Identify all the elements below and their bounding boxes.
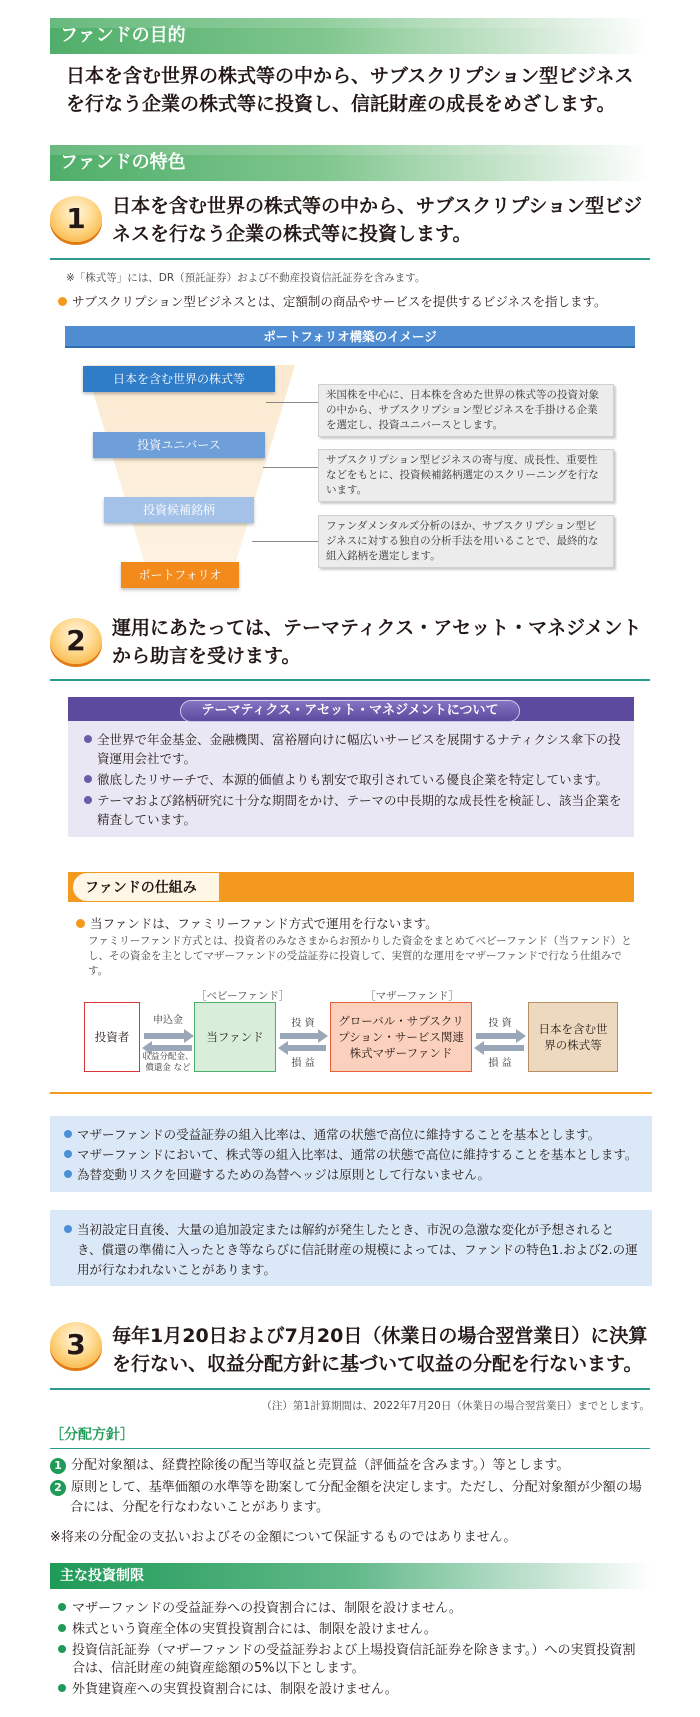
features-heading-text: ファンドの特色 xyxy=(60,152,186,173)
bullet-icon xyxy=(76,919,85,928)
stage-candidates: 投資候補銘柄 xyxy=(104,497,254,523)
list-item-text: 当初設定日直後、大量の追加設定または解約が発生したとき、市況の急激な変化が予想されるとき、償還の準備に入ったとき等ならびに信託財産の規模によっては、ファンドの特色1.および2.の運用が行なわれないことがあります。 xyxy=(77,1222,638,1277)
mechanism-bullet-text: 当ファンドは、ファミリーファンド方式で運用を行ないます。 xyxy=(90,916,438,931)
purpose-heading xyxy=(50,18,650,54)
profit-label: 損 益 xyxy=(291,1058,315,1069)
tam-bullet-list xyxy=(84,730,624,831)
list-item-text: 外貨建資産への実質投資割合には、制限を設けません。 xyxy=(72,1682,398,1697)
bullet-icon xyxy=(84,735,92,743)
list-item-text: テーマおよび銘柄研究に十分な期間をかけ、テーマの中長期的な成長性を検証し、該当企業を精査しています。 xyxy=(97,793,622,827)
list-item xyxy=(64,1220,638,1280)
feature-1-title: 日本を含む世界の株式等の中から、サブスクリプション型ビジネスを行なう企業の株式等に投資します。 xyxy=(112,195,643,245)
stage-universe: 投資ユニバース xyxy=(93,432,265,458)
list-item xyxy=(84,730,624,768)
number-badge: 1 xyxy=(50,1458,66,1474)
blue-info-box-2 xyxy=(50,1210,652,1286)
list-item-text: 投資信託証券（マザーファンドの受益証券および上場投資信託証券を除きます。）への実質投資割合は、信託財産の純資産総額の5%以下とします。 xyxy=(72,1643,636,1676)
feature-1-bullet xyxy=(58,292,658,312)
divider xyxy=(50,258,650,260)
bullet-icon xyxy=(64,1150,72,1158)
restrictions-list xyxy=(58,1600,658,1702)
feature-3-note: （注）第1計算期間は、2022年7月20日（休業日の場合翌営業日）までとします。 xyxy=(261,1400,650,1412)
feature-3-title: 毎年1月20日および7月20日（休業日の場合翌営業日）に決算を行ない、収益分配方針に基づいて収益の分配を行ないます。 xyxy=(112,1325,648,1375)
list-item xyxy=(58,1642,648,1678)
divider xyxy=(50,1092,652,1094)
profit-label: 損 益 xyxy=(488,1058,512,1069)
blue-info-box-1 xyxy=(50,1116,652,1192)
connector-line xyxy=(252,541,318,542)
feature-1-bullet-text: サブスクリプション型ビジネスとは、定額制の商品やサービスを提供するビジネスを指します。 xyxy=(72,294,607,309)
restrictions-heading: 主な投資制限 xyxy=(50,1563,652,1589)
distribution-label: 収益分配金、償還金 など xyxy=(142,1052,194,1073)
funnel-shape xyxy=(85,365,295,575)
feature-1-note: ※「株式等」には、DR（預託証券）および不動産投資信託証券を含みます。 xyxy=(66,272,426,284)
feature-1-number-badge: 1 xyxy=(50,196,102,242)
list-item-text: 分配対象額は、経費控除後の配当等収益と売買益（評価益を含みます。）等とします。 xyxy=(71,1458,570,1473)
divider xyxy=(50,1388,650,1390)
bullet-icon xyxy=(58,1603,66,1611)
apply-label: 申込金 xyxy=(153,1015,183,1026)
bullet-icon xyxy=(64,1225,72,1233)
description-screening: サブスクリプション型ビジネスの寄与度、成長性、重要性などをもとに、投資候補銘柄選定のスクリーニングを行ないます。 xyxy=(318,449,614,502)
bullet-icon xyxy=(64,1170,72,1178)
tam-box-title: テーマティクス・アセット・マネジメントについて xyxy=(180,700,520,722)
number-badge: 2 xyxy=(50,1480,66,1496)
list-item xyxy=(84,770,624,789)
bullet-icon xyxy=(84,775,92,783)
list-item-text: 為替変動リスクを回避するための為替ヘッジは原則として行ないません。 xyxy=(77,1167,491,1182)
portfolio-title-bar: ポートフォリオ構築のイメージ xyxy=(65,326,635,348)
feature-2-number-badge: 2 xyxy=(50,618,102,664)
list-item-text: マザーファンドの受益証券への投資割合には、制限を設けません。 xyxy=(72,1601,462,1616)
list-item-text: 株式という資産全体の実質投資割合には、制限を設けません。 xyxy=(72,1622,437,1637)
list-item-text: 原則として、基準価額の水準等を勘案して分配金額を決定します。ただし、分配対象額が少額の場合には、分配を行なわないことがあります。 xyxy=(70,1480,642,1515)
list-item-text: 全世界で年金基金、金融機関、富裕層向けに幅広いサービスを展開するナティクシス傘下の投資運用会社です。 xyxy=(97,732,621,766)
mechanism-tab: ファンドの仕組み xyxy=(72,872,220,902)
stage-global-stocks: 日本を含む世界の株式等 xyxy=(83,366,275,392)
feature-3-number-badge: 3 xyxy=(50,1322,102,1368)
bullet-icon xyxy=(84,796,92,804)
mechanism-bullet xyxy=(76,914,656,934)
feature-2-title: 運用にあたっては、テーマティクス・アセット・マネジメントから助言を受けます。 xyxy=(112,617,642,667)
description-universe: 米国株を中心に、日本株を含めた世界の株式等の投資対象の中から、サブスクリプション型ビジネスを手掛ける企業を選定し、投資ユニバースとします。 xyxy=(318,384,614,437)
target-assets-box: 日本を含む世界の株式等 xyxy=(528,1002,618,1072)
description-selection: ファンダメンタルズ分析のほか、サブスクリプション型ビジネスに対する独自の分析手法を用いることで、最終的な組入銘柄を選定します。 xyxy=(318,515,614,568)
list-item xyxy=(58,1600,658,1618)
bullet-icon xyxy=(58,1645,66,1653)
stage-portfolio: ポートフォリオ xyxy=(121,562,239,588)
mechanism-explanation: ファミリーファンド方式とは、投資者のみなさまからお預かりした資金をまとめてベビーファンド（当ファンド）とし、その資金を主としてマザーファンドの受益証券に投資して、実質的な運用をマザーファンドで行なう仕組みです。 xyxy=(88,935,632,977)
list-item-text: マザーファンドの受益証券の組入比率は、通常の状態で高位に維持することを基本とします。 xyxy=(77,1127,601,1142)
bullet-icon xyxy=(64,1130,72,1138)
policy-list xyxy=(50,1456,650,1520)
list-item xyxy=(64,1165,638,1185)
list-item-text: 徹底したリサーチで、本源的価値よりも割安で取引されている優良企業を特定しています。 xyxy=(97,772,609,787)
our-fund-box: 当ファンド xyxy=(194,1002,276,1072)
policy-note: ※将来の分配金の支払いおよびその金額について保証するものではありません。 xyxy=(50,1530,517,1545)
purpose-text: 日本を含む世界の株式等の中から、サブスクリプション型ビジネスを行なう企業の株式等に投資し、信託財産の成長をめざします。 xyxy=(66,65,634,115)
list-item xyxy=(50,1456,650,1476)
purpose-heading-text: ファンドの目的 xyxy=(60,25,186,46)
investor-box: 投資者 xyxy=(84,1002,140,1072)
invest-label: 投 資 xyxy=(291,1018,315,1029)
invest-label: 投 資 xyxy=(488,1018,512,1029)
divider xyxy=(50,679,650,681)
list-item xyxy=(64,1125,638,1145)
bullet-icon xyxy=(58,297,67,306)
bullet-icon xyxy=(58,1624,66,1632)
list-item xyxy=(58,1681,658,1699)
list-item xyxy=(50,1478,650,1518)
bullet-icon xyxy=(58,1684,66,1692)
baby-fund-label: ［ベビーファンド］ xyxy=(196,990,290,1002)
list-item xyxy=(64,1145,638,1165)
mother-fund-label: ［マザーファンド］ xyxy=(365,990,459,1002)
features-heading xyxy=(50,145,650,181)
list-item xyxy=(84,791,624,829)
connector-line xyxy=(263,467,318,468)
connector-line xyxy=(266,402,318,403)
list-item-text: マザーファンドにおいて、株式等の組入比率は、通常の状態で高位に維持することを基本とします。 xyxy=(77,1147,638,1162)
policy-heading: ［分配方針］ xyxy=(50,1427,134,1443)
divider xyxy=(50,1448,650,1449)
list-item xyxy=(58,1621,658,1639)
mother-fund-box: グローバル・サブスクリプション・サービス関連株式マザーファンド xyxy=(330,1002,472,1072)
